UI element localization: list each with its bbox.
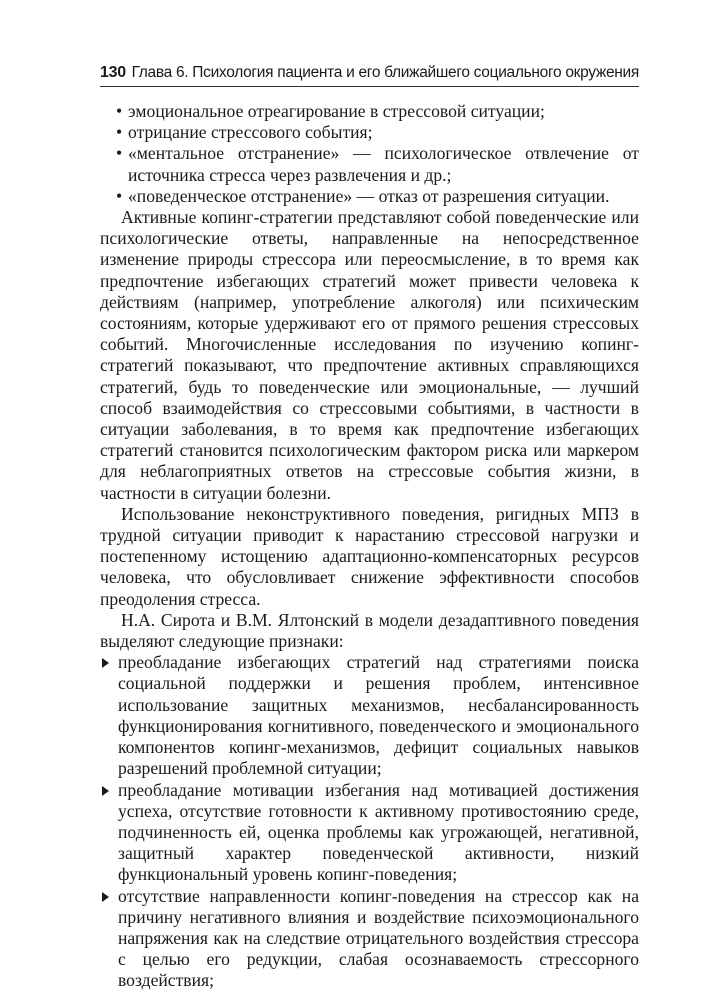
paragraph-sirota-model: Н.А. Сирота и В.М. Ялтонский в модели дезадаптивного поведения выделяют следующие признаки: [100,609,639,652]
list-item: • эмоциональное отреагирование в стрессовой ситуации; [116,101,545,121]
chapter-title: Глава 6. Психология пациента и его ближайшего социального окружения [131,64,639,81]
list-item: • «ментальное отстранение» — психологическое отвлечение от источника стресса через развлечения и др.; [116,143,639,185]
coping-list-top [100,101,639,207]
page-number: 130 [100,64,126,81]
paragraph-active-coping: Активные копинг-стратегии представляют собой поведенческие или психологические ответы, направленные на непосредственное изменение природы стрессора или переосмысление, в то время как предпочтение избегающих стратегий может привести человека к действиям (например, употребление алкоголя) или психическим состояниям, которые удерживают его от прямого решения стрессовых событий. Многочисленные исследования по изучению копинг-стратегий показывают, что предпочтение активных справляющихся стратегий, будь то поведенческие или эмоциональные, — лучший способ взаимодействия со стрессовыми событиями, в частности в ситуации заболевания, в то время как предпочтение избегающих стратегий становится психологическим фактором риска или маркером для неблагоприятных ответов на стрессовые события жизни, в частности в ситуации болезни. [100,207,639,503]
list-item: преобладание избегающих стратегий над стратегиями поиска социальной поддержки и решения проблем, интенсивное использование защитных механизмов, несбалансированность функционирования когнитивного, поведенческого и эмоционального компонентов копинг-механизмов, дефицит социальных навыков разрешений проблемной ситуации; [100,652,639,779]
bullet-dot-icon: • [116,185,123,206]
triangle-bullet-icon [102,892,109,902]
triangle-bullet-icon [102,786,109,796]
list-item: • отрицание стрессового события; [116,122,373,143]
list-item: преобладание мотивации избегания над мотивацией достижения успеха, отсутствие готовности к активному противостоянию среде, подчиненность ей, оценка проблемы как угрожающей, негативной, защитный характер поведенческой активности, низкий функциональный уровень копинг-поведения; [100,780,639,886]
bullet-dot-icon: • [116,101,123,121]
paragraph-nonconstructive: Использование неконструктивного поведения, ригидных МПЗ в трудной ситуации приводит к нарастанию стрессовой нагрузки и постепенному истощению адаптационно-компенсаторных ресурсов человека, что обусловливает снижение эффективности способов преодоления стресса. [100,503,639,609]
bullet-dot-icon: • [116,143,123,164]
triangle-bullet-icon [102,658,109,668]
maladaptive-signs-list [100,652,639,991]
running-header [100,64,639,87]
list-item: отсутствие направленности копинг-поведения на стрессор как на причину негативного влияния и воздействие психоэмоционального напряжения как на следствие отрицательного воздействия стрессора с целью его редукции, слабая осознаваемость стрессорного воздействия; [100,886,639,992]
list-item: • «поведенческое отстранение» — отказ от разрешения ситуации. [116,185,610,206]
page-body [100,101,639,992]
bullet-dot-icon: • [116,122,123,143]
